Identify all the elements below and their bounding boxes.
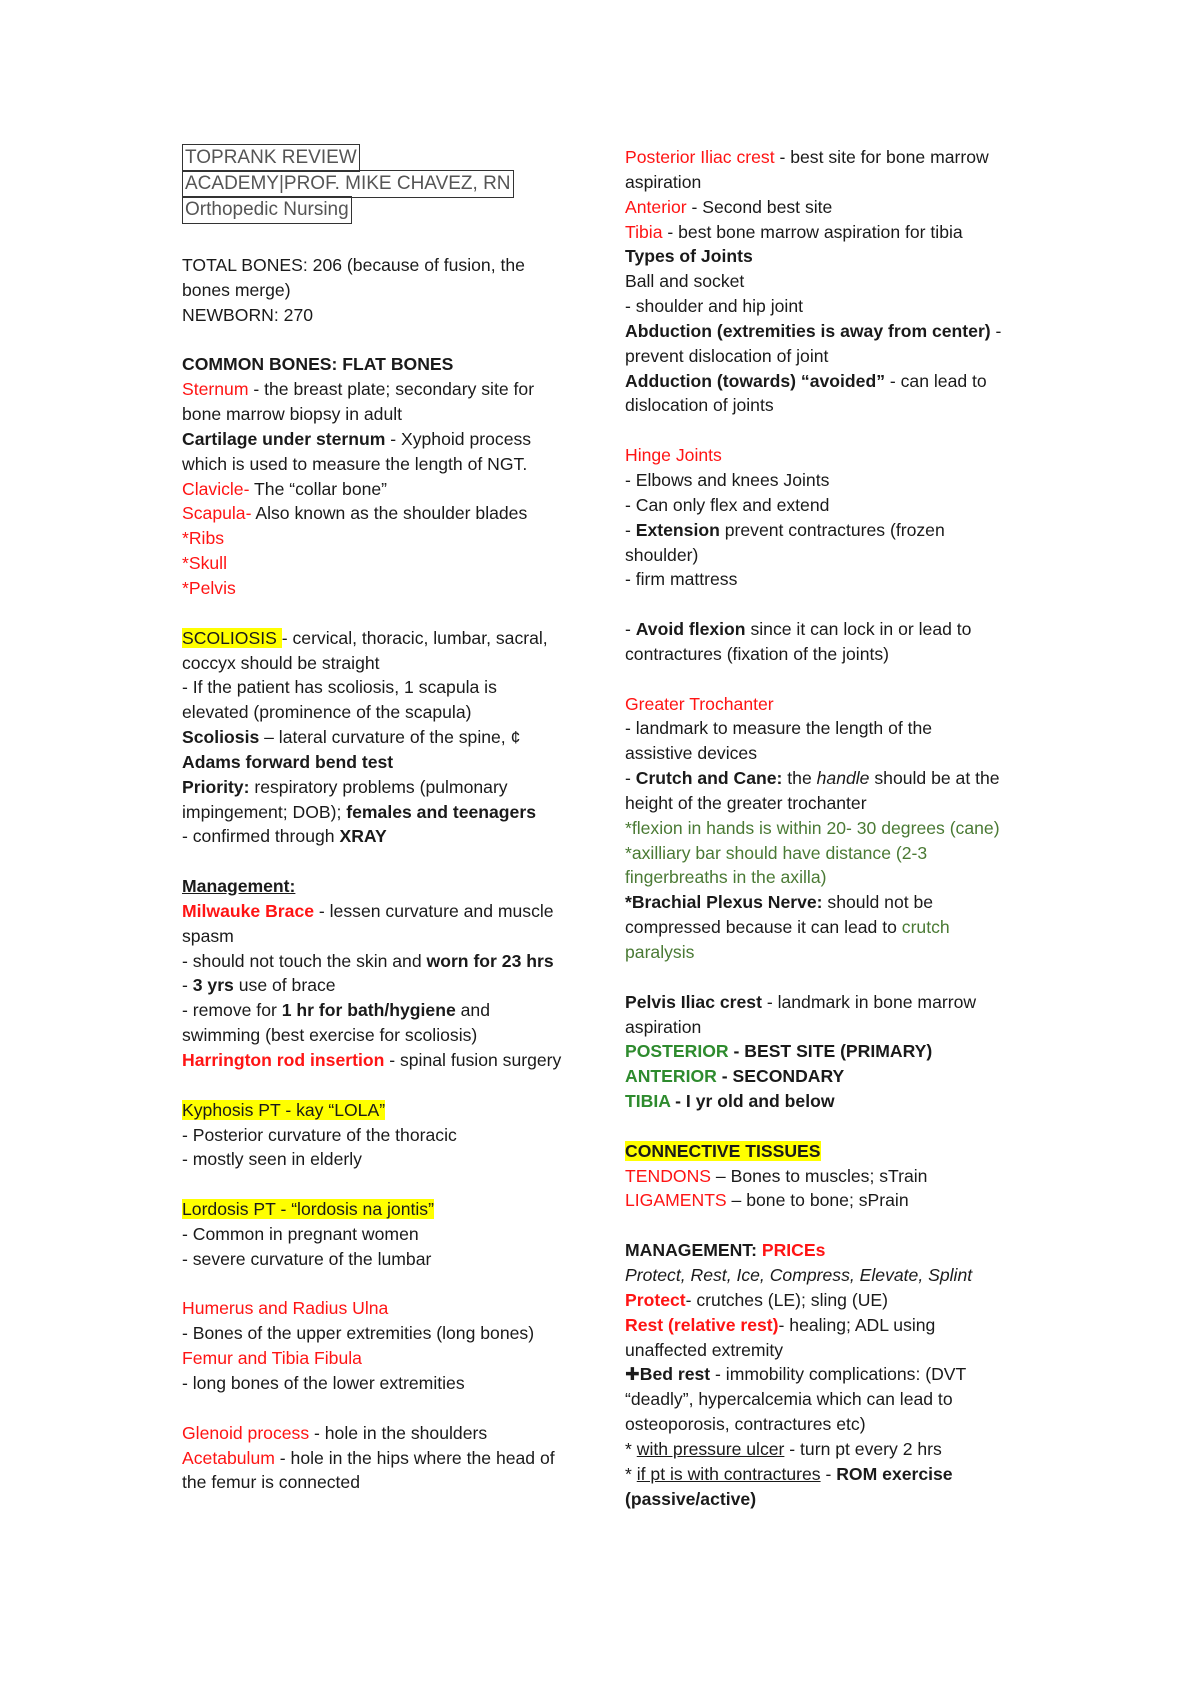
text-line: TOTAL BONES: 206 (because of fusion, the	[182, 255, 525, 275]
text-line: Milwauke Brace - lessen curvature and muscle	[182, 900, 554, 921]
text-line: SCOLIOSIS - cervical, thoracic, lumbar, sacral,	[182, 627, 548, 648]
text-line: Pelvis Iliac crest - landmark in bone marrow	[625, 991, 977, 1012]
text-line: which is used to measure the length of NGT.	[182, 453, 528, 474]
section-heading: Types of Joints	[625, 246, 753, 267]
text-line: bones merge)	[182, 279, 291, 300]
text-line: Ball and socket	[625, 271, 745, 292]
text-line: Adduction (towards) “avoided” - can lead to	[625, 370, 987, 391]
text-line: coccyx should be straight	[182, 652, 380, 673]
text-line: *flexion in hands is within 20- 30 degrees (cane)	[625, 817, 1000, 838]
text-line: Scoliosis – lateral curvature of the spine, ¢	[182, 727, 521, 748]
section-heading: COMMON BONES: FLAT BONES	[182, 354, 454, 375]
text-line: - Crutch and Cane: the handle should be at the	[625, 768, 1000, 789]
text-line: impingement; DOB); females and teenagers	[182, 801, 536, 822]
section-heading: Management:	[182, 876, 296, 897]
text-line: - shoulder and hip joint	[625, 296, 804, 317]
text-line: Protect, Rest, Ice, Compress, Elevate, Splint	[625, 1264, 973, 1285]
text-line: POSTERIOR - BEST SITE (PRIMARY)	[625, 1041, 933, 1062]
text-line: fingerbreaths in the axilla)	[625, 867, 827, 888]
text-line: bone marrow biopsy in adult	[182, 404, 403, 425]
bed-rest-icon: ✚	[625, 1364, 640, 1385]
text-line: - mostly seen in elderly	[182, 1149, 362, 1170]
text-line: osteoporosis, contractures etc)	[625, 1414, 866, 1435]
text-line: - Posterior curvature of the thoracic	[182, 1124, 457, 1145]
text-line: Lordosis PT - “lordosis na jontis”	[182, 1199, 434, 1220]
text-line: * if pt is with contractures - ROM exercise	[625, 1463, 953, 1484]
text-line: Abduction (extremities is away from center) -	[625, 320, 1002, 341]
text-line: - should not touch the skin and worn for 23 hrs	[182, 950, 554, 971]
text-line: Femur and Tibia Fibula	[182, 1348, 362, 1369]
text-line: - If the patient has scoliosis, 1 scapula is	[182, 677, 497, 698]
text-line: * with pressure ulcer - turn pt every 2 hrs	[625, 1438, 942, 1459]
text-line: Acetabulum - hole in the hips where the head of	[182, 1447, 555, 1468]
text-line: *Ribs	[182, 528, 225, 549]
header-line-1: TOPRANK REVIEW	[182, 144, 360, 172]
text-line: shoulder)	[625, 544, 699, 565]
text-line: unaffected extremity	[625, 1339, 784, 1360]
section-heading: Greater Trochanter	[625, 693, 774, 714]
header-line-3: Orthopedic Nursing	[182, 196, 352, 224]
text-line: dislocation of joints	[625, 395, 774, 416]
text-line: - Common in pregnant women	[182, 1223, 419, 1244]
right-column	[625, 145, 1055, 1511]
text-line: assistive devices	[625, 743, 758, 764]
text-line: Adams forward bend test	[182, 751, 394, 772]
text-line: Kyphosis PT - kay “LOLA”	[182, 1099, 386, 1120]
text-line: *Skull	[182, 553, 227, 574]
text-line: LIGAMENTS – bone to bone; sPrain	[625, 1190, 909, 1211]
text-line: *Pelvis	[182, 577, 236, 598]
text-line: - firm mattress	[625, 569, 738, 590]
text-line: - Extension prevent contractures (frozen	[625, 519, 945, 540]
text-line: paralysis	[625, 942, 695, 962]
text-line: TENDONS – Bones to muscles; sTrain	[625, 1165, 928, 1186]
text-line: TIBIA - I yr old and below	[625, 1091, 835, 1112]
document-header	[182, 144, 514, 222]
header-line-2: ACADEMY|PROF. MIKE CHAVEZ, RN	[182, 170, 514, 198]
text-line: - confirmed through XRAY	[182, 826, 387, 847]
text-line: prevent dislocation of joint	[625, 345, 829, 366]
text-line: ANTERIOR - SECONDARY	[625, 1066, 845, 1087]
text-line: - Can only flex and extend	[625, 494, 830, 515]
text-line: Scapula- Also known as the shoulder blades	[182, 503, 528, 524]
text-line: - Elbows and knees Joints	[625, 469, 830, 490]
text-line: ✚Bed rest - immobility complications: (DVT	[625, 1364, 967, 1385]
text-line: spasm	[182, 925, 234, 946]
text-line: - remove for 1 hr for bath/hygiene and	[182, 1000, 490, 1021]
section-heading: MANAGEMENT: PRICEs	[625, 1240, 826, 1261]
text-line: elevated (prominence of the scapula)	[182, 702, 472, 723]
text-line: height of the greater trochanter	[625, 792, 867, 813]
text-line: - 3 yrs use of brace	[182, 975, 336, 996]
text-line: *Brachial Plexus Nerve: should not be	[625, 892, 934, 913]
text-line: swimming (best exercise for scoliosis)	[182, 1025, 478, 1046]
text-line: Harrington rod insertion - spinal fusion surgery	[182, 1050, 562, 1070]
text-line: - Bones of the upper extremities (long bones)	[182, 1323, 535, 1344]
text-line: Glenoid process - hole in the shoulders	[182, 1422, 488, 1443]
text-line: - long bones of the lower extremities	[182, 1372, 465, 1393]
text-line: aspiration	[625, 1016, 702, 1037]
section-heading: Hinge Joints	[625, 445, 722, 466]
left-column	[182, 253, 602, 1495]
text-line: aspiration	[625, 171, 702, 192]
text-line: Clavicle- The “collar bone”	[182, 478, 388, 499]
text-line: Priority: respiratory problems (pulmonary	[182, 776, 508, 797]
text-line: Cartilage under sternum - Xyphoid process	[182, 428, 532, 449]
text-line: Rest (relative rest)- healing; ADL using	[625, 1314, 936, 1335]
text-line: NEWBORN: 270	[182, 304, 314, 325]
text-line: Protect- crutches (LE); sling (UE)	[625, 1289, 888, 1310]
text-line: (passive/active)	[625, 1488, 757, 1509]
text-line: - severe curvature of the lumbar	[182, 1248, 432, 1269]
text-line: the femur is connected	[182, 1472, 360, 1493]
text-line: - landmark to measure the length of the	[625, 718, 933, 739]
text-line: contractures (fixation of the joints)	[625, 643, 890, 664]
text-line: compressed because it can lead to crutch	[625, 917, 950, 938]
text-line: Sternum - the breast plate; secondary site for	[182, 379, 535, 400]
text-line: “deadly”, hypercalcemia which can lead to	[625, 1389, 953, 1410]
text-line: Tibia - best bone marrow aspiration for tibia	[625, 221, 963, 242]
text-line: Anterior - Second best site	[625, 196, 833, 217]
text-line: *axilliary bar should have distance (2-3	[625, 842, 928, 863]
text-line: Posterior Iliac crest - best site for bone marrow	[625, 147, 989, 167]
text-line: - Avoid flexion since it can lock in or lead to	[625, 619, 972, 640]
section-heading: CONNECTIVE TISSUES	[625, 1140, 821, 1161]
text-line: Humerus and Radius Ulna	[182, 1298, 389, 1319]
